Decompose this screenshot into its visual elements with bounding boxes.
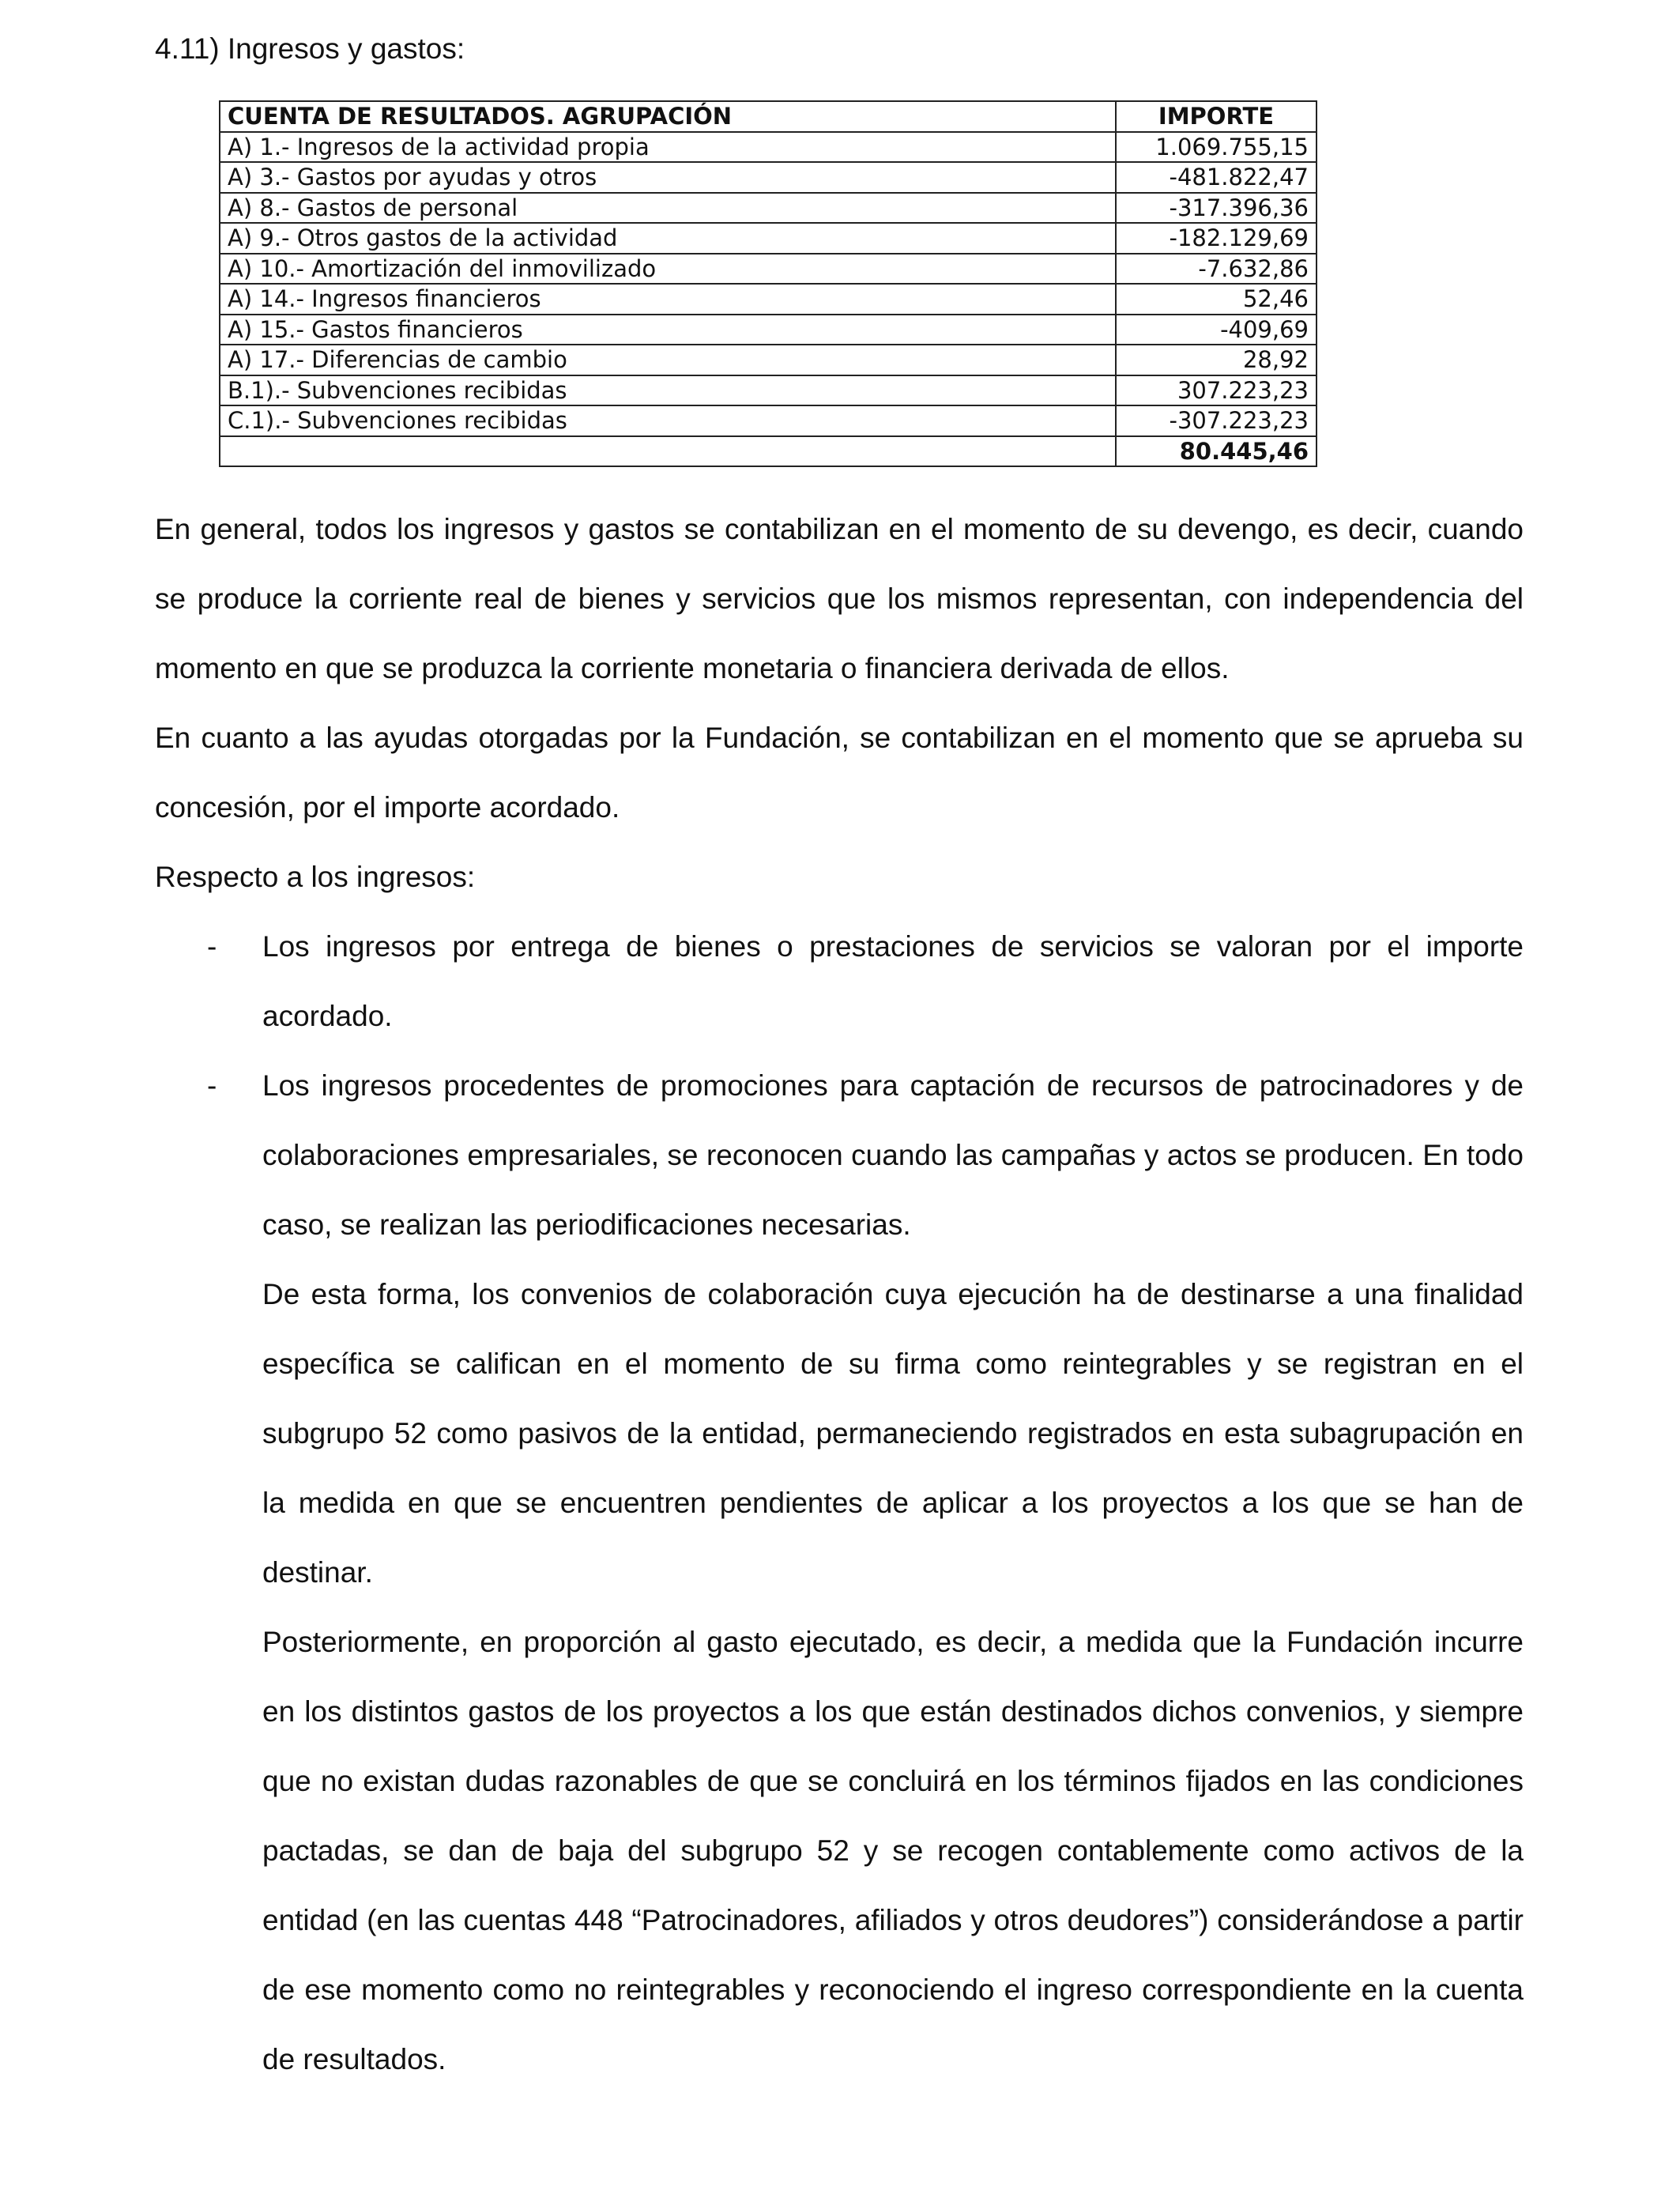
row-label: A) 14.- Ingresos financieros: [220, 284, 1116, 315]
table-row: [220, 405, 1317, 436]
table-row: [220, 375, 1317, 406]
paragraph-accrual: En general, todos los ingresos y gastos se contabilizan en el momento de su devengo, es decir, cuando se produce la corriente real de bienes y servicios que los mismos representan, con independencia del momento en que se produzca la corriente monetaria o financiera derivada de ellos.: [155, 513, 1524, 684]
row-label: A) 1.- Ingresos de la actividad propia: [220, 132, 1116, 163]
table-header-row: [220, 101, 1317, 132]
paragraph-income-intro: Respecto a los ingresos:: [155, 861, 476, 893]
table-row: [220, 254, 1317, 285]
table-row: [220, 132, 1317, 163]
row-amount: 1.069.755,15: [1116, 132, 1317, 163]
table-row: [220, 193, 1317, 224]
table-row: [220, 315, 1317, 345]
row-label: A) 17.- Diferencias de cambio: [220, 345, 1116, 375]
bullet-promotions: Los ingresos procedentes de promociones para captación de recursos de patrocinadores y de colaboraciones empresariales, se reconocen cuando las campañas y actos se producen. En todo caso, se realizan las periodificaciones necesarias.: [262, 1069, 1524, 1241]
paragraph-subsequent: Posteriormente, en proporción al gasto ejecutado, es decir, a medida que la Fundación incurre en los distintos gastos de los proyectos a los que están destinados dichos convenios, y siempre que no existan dudas razonables de que se concluirá en los términos fijados en las condiciones pactadas, se dan de baja del subgrupo 52 y se recogen contablemente como activos de la entidad (en las cuentas 448 “Patrocinadores, afiliados y otros deudores”) considerándose a partir de ese momento como no reintegrables y reconociendo el ingreso correspondiente en la cuenta de resultados.: [262, 1626, 1524, 2075]
row-label: A) 3.- Gastos por ayudas y otros: [220, 162, 1116, 193]
row-label: B.1).- Subvenciones recibidas: [220, 375, 1116, 406]
table-row: [220, 345, 1317, 375]
total-amount: 80.445,46: [1116, 436, 1317, 467]
row-label: A) 15.- Gastos financieros: [220, 315, 1116, 345]
bullet-goods-services: Los ingresos por entrega de bienes o prestaciones de servicios se valoran por el importe acordado.: [262, 930, 1524, 1032]
results-table: [219, 100, 1317, 467]
row-label: A) 8.- Gastos de personal: [220, 193, 1116, 224]
row-label: A) 9.- Otros gastos de la actividad: [220, 223, 1116, 254]
row-label: A) 10.- Amortización del inmovilizado: [220, 254, 1116, 285]
row-amount: -182.129,69: [1116, 223, 1317, 254]
table-row: [220, 284, 1317, 315]
table-row: [220, 162, 1317, 193]
row-label: C.1).- Subvenciones recibidas: [220, 405, 1116, 436]
row-amount: -409,69: [1116, 315, 1317, 345]
row-amount: 307.223,23: [1116, 375, 1317, 406]
table-total-row: [220, 436, 1317, 467]
row-amount: -317.396,36: [1116, 193, 1317, 224]
row-amount: -307.223,23: [1116, 405, 1317, 436]
paragraph-agreements: De esta forma, los convenios de colaboración cuya ejecución ha de destinarse a una finalidad específica se califican en el momento de su firma como reintegrables y se registran en el subgrupo 52 como pasivos de la entidad, permaneciendo registrados en esta subagrupación en la medida en que se encuentren pendientes de aplicar a los proyectos a los que se han de destinar.: [262, 1278, 1524, 1589]
bullet-dash-2: -: [207, 1069, 217, 1102]
total-label-empty: [220, 436, 1116, 467]
paragraph-grants: En cuanto a las ayudas otorgadas por la Fundación, se contabilizan en el momento que se aprueba su concesión, por el importe acordado.: [155, 722, 1524, 824]
table-row: [220, 223, 1317, 254]
section-heading: 4.11) Ingresos y gastos:: [155, 32, 465, 65]
row-amount: -481.822,47: [1116, 162, 1317, 193]
header-amount: IMPORTE: [1116, 101, 1317, 132]
header-account-group: CUENTA DE RESULTADOS. AGRUPACIÓN: [220, 101, 1116, 132]
row-amount: 52,46: [1116, 284, 1317, 315]
row-amount: -7.632,86: [1116, 254, 1317, 285]
bullet-dash-1: -: [207, 930, 217, 963]
row-amount: 28,92: [1116, 345, 1317, 375]
